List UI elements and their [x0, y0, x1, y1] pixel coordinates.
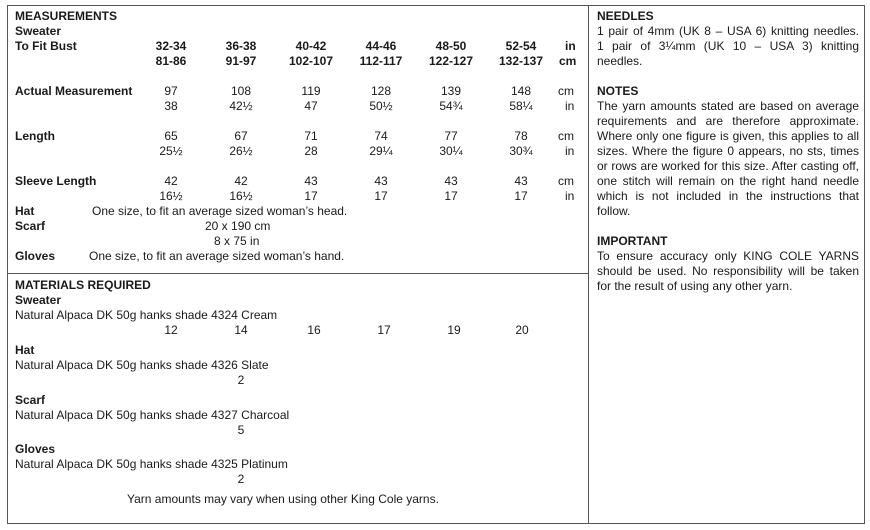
actual-in: 58¼: [509, 99, 533, 113]
scarf-size-cm: 20 x 190 cm: [205, 219, 271, 233]
unit-cm: cm: [559, 54, 577, 68]
measurements-heading: MEASUREMENTS: [15, 9, 118, 23]
sleeve-label: Sleeve Length: [15, 174, 97, 188]
unit-cm: cm: [558, 174, 574, 188]
size-cm: 102-107: [288, 54, 334, 68]
actual-cm: 128: [370, 84, 392, 98]
size-in: 44-46: [365, 39, 397, 53]
sleeve-cm: 43: [514, 174, 528, 188]
gloves-qty: 2: [237, 472, 245, 486]
sweater-qty: 12: [164, 323, 178, 337]
actual-cm: 148: [510, 84, 532, 98]
materials-scarf-label: Scarf: [15, 393, 46, 407]
size-cm: 112-117: [359, 54, 403, 68]
length-in: 30¼: [439, 144, 463, 158]
sweater-qty: 20: [515, 323, 529, 337]
size-in: 32-34: [155, 39, 187, 53]
length-in: 25½: [159, 144, 183, 158]
hat-label: Hat: [15, 204, 35, 218]
sleeve-in: 17: [304, 189, 318, 203]
sleeve-in: 16½: [159, 189, 183, 203]
length-cm: 77: [444, 129, 458, 143]
size-cm: 132-137: [498, 54, 544, 68]
actual-cm: 119: [301, 84, 321, 98]
hat-size-text: One size, to fit an average sized woman’s head.: [92, 204, 348, 218]
needles-heading: NEEDLES: [597, 9, 654, 23]
notes-heading: NOTES: [597, 84, 639, 98]
sweater-qty: 17: [377, 323, 391, 337]
unit-cm: cm: [558, 129, 574, 143]
size-in: 40-42: [295, 39, 327, 53]
scarf-yarn: Natural Alpaca DK 50g hanks shade 4327 Charcoal: [15, 408, 290, 422]
important-heading: IMPORTANT: [597, 234, 668, 248]
size-in: 36-38: [225, 39, 257, 53]
unit-in: in: [565, 189, 575, 203]
size-cm: 81-86: [155, 54, 187, 68]
unit-in: in: [565, 99, 575, 113]
sleeve-in: 17: [374, 189, 388, 203]
sleeve-in: 17: [514, 189, 528, 203]
size-in: 48-50: [435, 39, 467, 53]
notes-text: The yarn amounts stated are based on average requirements and are therefore approximate. Where only one figure is given, this applies to all sizes. Where the figure 0 appears, no sts, times or rows are worked for this size. After casting off, one stitch will remain on the right hand needle which is not included in the instructions that follow.: [597, 99, 859, 218]
scarf-label: Scarf: [15, 219, 46, 233]
sweater-qty: 19: [447, 323, 461, 337]
sleeve-cm: 42: [164, 174, 178, 188]
unit-in: in: [565, 144, 575, 158]
size-cm: 122-127: [428, 54, 474, 68]
gloves-size-text: One size, to fit an average sized woman’s hand.: [89, 249, 345, 263]
length-in: 28: [304, 144, 318, 158]
actual-cm: 139: [440, 84, 462, 98]
sleeve-cm: 43: [374, 174, 388, 188]
materials-panel: [7, 273, 589, 524]
unit-in: in: [565, 39, 576, 53]
needles-line-2: 1 pair of 3¼mm (UK 10 – USA 3) knitting needles.: [597, 39, 859, 68]
actual-label: Actual Measurement: [15, 84, 133, 98]
unit-cm: cm: [558, 84, 574, 98]
size-cm: 91-97: [225, 54, 257, 68]
materials-heading: MATERIALS REQUIRED: [15, 278, 151, 292]
length-cm: 71: [304, 129, 318, 143]
sleeve-cm: 43: [444, 174, 458, 188]
sweater-yarn: Natural Alpaca DK 50g hanks shade 4324 Cream: [15, 308, 278, 322]
length-cm: 78: [514, 129, 528, 143]
materials-sweater-label: Sweater: [15, 293, 62, 307]
important-text: To ensure accuracy only KING COLE YARNS should be used. No responsibility will be taken for the result of using any other yarn.: [597, 249, 859, 293]
fit-bust-label: To Fit Bust: [15, 39, 77, 53]
length-in: 26½: [229, 144, 253, 158]
actual-in: 47: [304, 99, 318, 113]
actual-in: 50½: [369, 99, 393, 113]
hat-yarn: Natural Alpaca DK 50g hanks shade 4326 Slate: [15, 358, 269, 372]
materials-hat-label: Hat: [15, 343, 35, 357]
actual-in: 54¾: [439, 99, 463, 113]
sleeve-in: 17: [444, 189, 458, 203]
length-label: Length: [15, 129, 55, 143]
sweater-label: Sweater: [15, 24, 62, 38]
needles-line-1: 1 pair of 4mm (UK 8 – USA 6) knitting needles.: [597, 24, 859, 38]
actual-in: 38: [164, 99, 178, 113]
hat-qty: 2: [237, 373, 245, 387]
sweater-qty: 14: [234, 323, 248, 337]
measurements-panel: [7, 5, 589, 274]
actual-cm: 97: [164, 84, 178, 98]
sleeve-cm: 43: [304, 174, 318, 188]
gloves-label: Gloves: [15, 249, 56, 263]
sleeve-cm: 42: [234, 174, 248, 188]
sweater-qty: 16: [307, 323, 321, 337]
length-cm: 67: [234, 129, 248, 143]
scarf-size-in: 8 x 75 in: [214, 234, 260, 248]
length-in: 30¾: [509, 144, 533, 158]
size-in: 52-54: [505, 39, 537, 53]
materials-gloves-label: Gloves: [15, 442, 56, 456]
info-panel: [588, 5, 865, 524]
length-cm: 74: [374, 129, 388, 143]
gloves-yarn: Natural Alpaca DK 50g hanks shade 4325 Platinum: [15, 457, 288, 471]
yarn-amount-note: Yarn amounts may vary when using other King Cole yarns.: [127, 492, 439, 506]
length-in: 29¼: [369, 144, 393, 158]
length-cm: 65: [164, 129, 178, 143]
actual-in: 42½: [229, 99, 253, 113]
sleeve-in: 16½: [229, 189, 253, 203]
scarf-qty: 5: [237, 423, 245, 437]
actual-cm: 108: [230, 84, 252, 98]
